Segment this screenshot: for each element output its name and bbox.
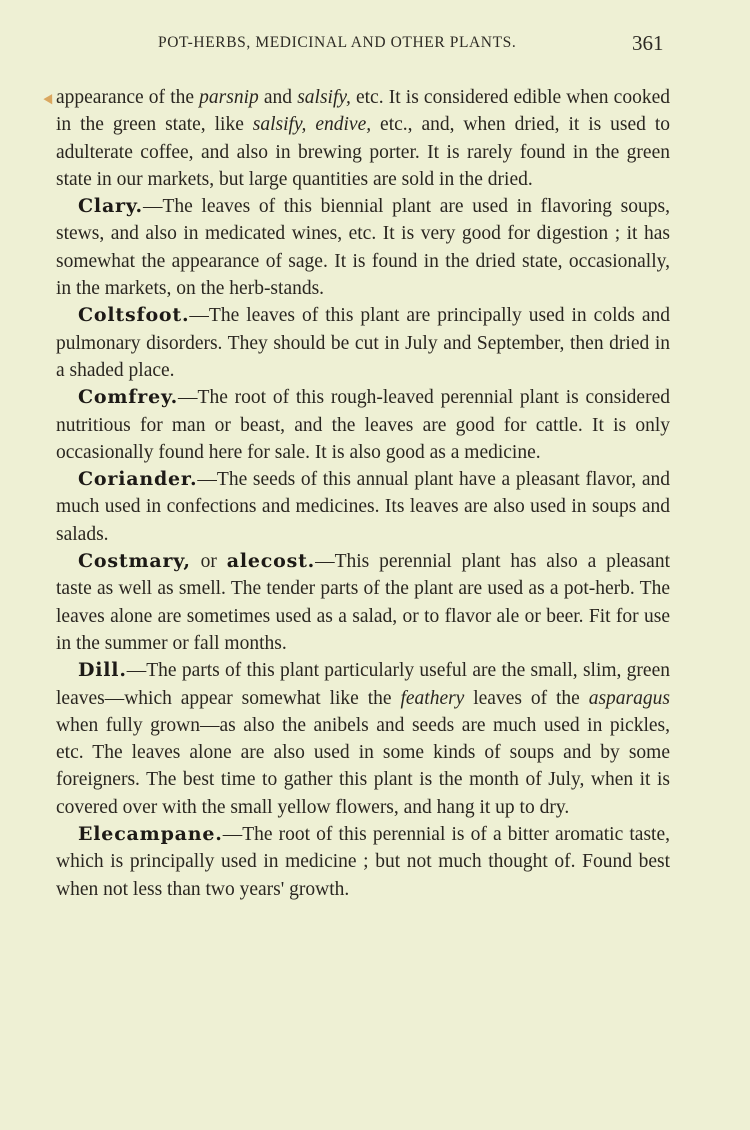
- entry-headword: Clary.: [78, 195, 143, 218]
- text-run: etc., and, when dried, it is used to adulterate coffee, and also in brewing porter. It is rarely found in the green state in our markets, but large quantities are sold in the dried.: [56, 114, 670, 190]
- text-run: when fully grown—as also the anibels and seeds are much used in pickles, etc. The leaves alone are also used in some kinds of soups and by some foreigners. The best time to gather this plant is the month of July, when it is covered over with the small yellow flowers, and hang it up to dry.: [56, 714, 670, 818]
- entry-coriander: [56, 466, 670, 548]
- entry-headword: Costmary,: [78, 550, 191, 573]
- entry-costmary: [56, 548, 670, 657]
- entry-text: —The leaves of this biennial plant are used in flavoring soups, stews, and also in medicated wines, etc. It is very good for digestion ; it has somewhat the appearance of sage. It is found in the dried state, occasionally, in the markets, on the herb-stands.: [56, 196, 670, 300]
- entry-text: —The root of this perennial is of a bitter aromatic taste, which is principally used in medicine ; but not much thought of. Found best when not less than two years' growth.: [56, 824, 670, 900]
- italic-term: asparagus: [588, 687, 670, 709]
- page-number: 361: [632, 31, 664, 55]
- italic-term: salsify,: [252, 114, 307, 136]
- entry-headword: Coriander.: [78, 468, 198, 491]
- italic-term: salsify,: [297, 87, 351, 108]
- entry-connector: or: [190, 551, 227, 573]
- text-run: —The parts of this plant particularly useful are the small, slim, green leaves—which appear somewhat like the: [56, 660, 670, 709]
- entry-headword: Comfrey.: [78, 386, 179, 409]
- italic-term: endive,: [315, 114, 372, 136]
- entry-headword: Dill.: [78, 659, 127, 682]
- italic-term: parsnip: [199, 87, 259, 108]
- entry-elecampane: [56, 821, 670, 903]
- entry-text: —The root of this rough-leaved perennial plant is considered nutritious for man or beast, and the leaves are good for cattle. It is only occasionally found here for sale. It is also good as a medicine.: [56, 387, 670, 463]
- text-run: appearance of the: [56, 87, 200, 108]
- entry-alt-headword: alecost.: [226, 550, 316, 573]
- text-run: leaves of the: [464, 687, 589, 709]
- text-run: etc. It is considered edible when cooked in the green state, like: [56, 87, 670, 136]
- continuation-paragraph: [56, 84, 670, 193]
- italic-term: feathery: [400, 687, 465, 709]
- entry-text: —The leaves of this plant are principally used in colds and pulmonary disorders. They should be cut in July and September, then dried in a shaded place.: [56, 305, 670, 381]
- entry-text: —This perennial plant has also a pleasant taste as well as smell. The tender parts of the plant are used as a pot-herb. The leaves alone are sometimes used as a salad, or to flavor ale or beer. Fit for use in the summer or fall months.: [56, 551, 670, 654]
- entry-headword: Coltsfoot.: [78, 304, 190, 327]
- entry-comfrey: [56, 384, 670, 466]
- entry-dill: [56, 657, 670, 821]
- entry-headword: Elecampane.: [78, 823, 223, 846]
- text-run: and: [258, 87, 298, 108]
- entry-clary: [56, 193, 670, 302]
- entry-coltsfoot: [56, 302, 670, 384]
- running-head: POT-HERBS, MEDICINAL AND OTHER PLANTS.: [158, 34, 517, 51]
- entry-text: —The seeds of this annual plant have a pleasant flavor, and much used in confections and medicines. Its leaves are also used in soups and salads.: [56, 469, 670, 545]
- body-text: [56, 84, 670, 903]
- ink-mark: [43, 94, 56, 107]
